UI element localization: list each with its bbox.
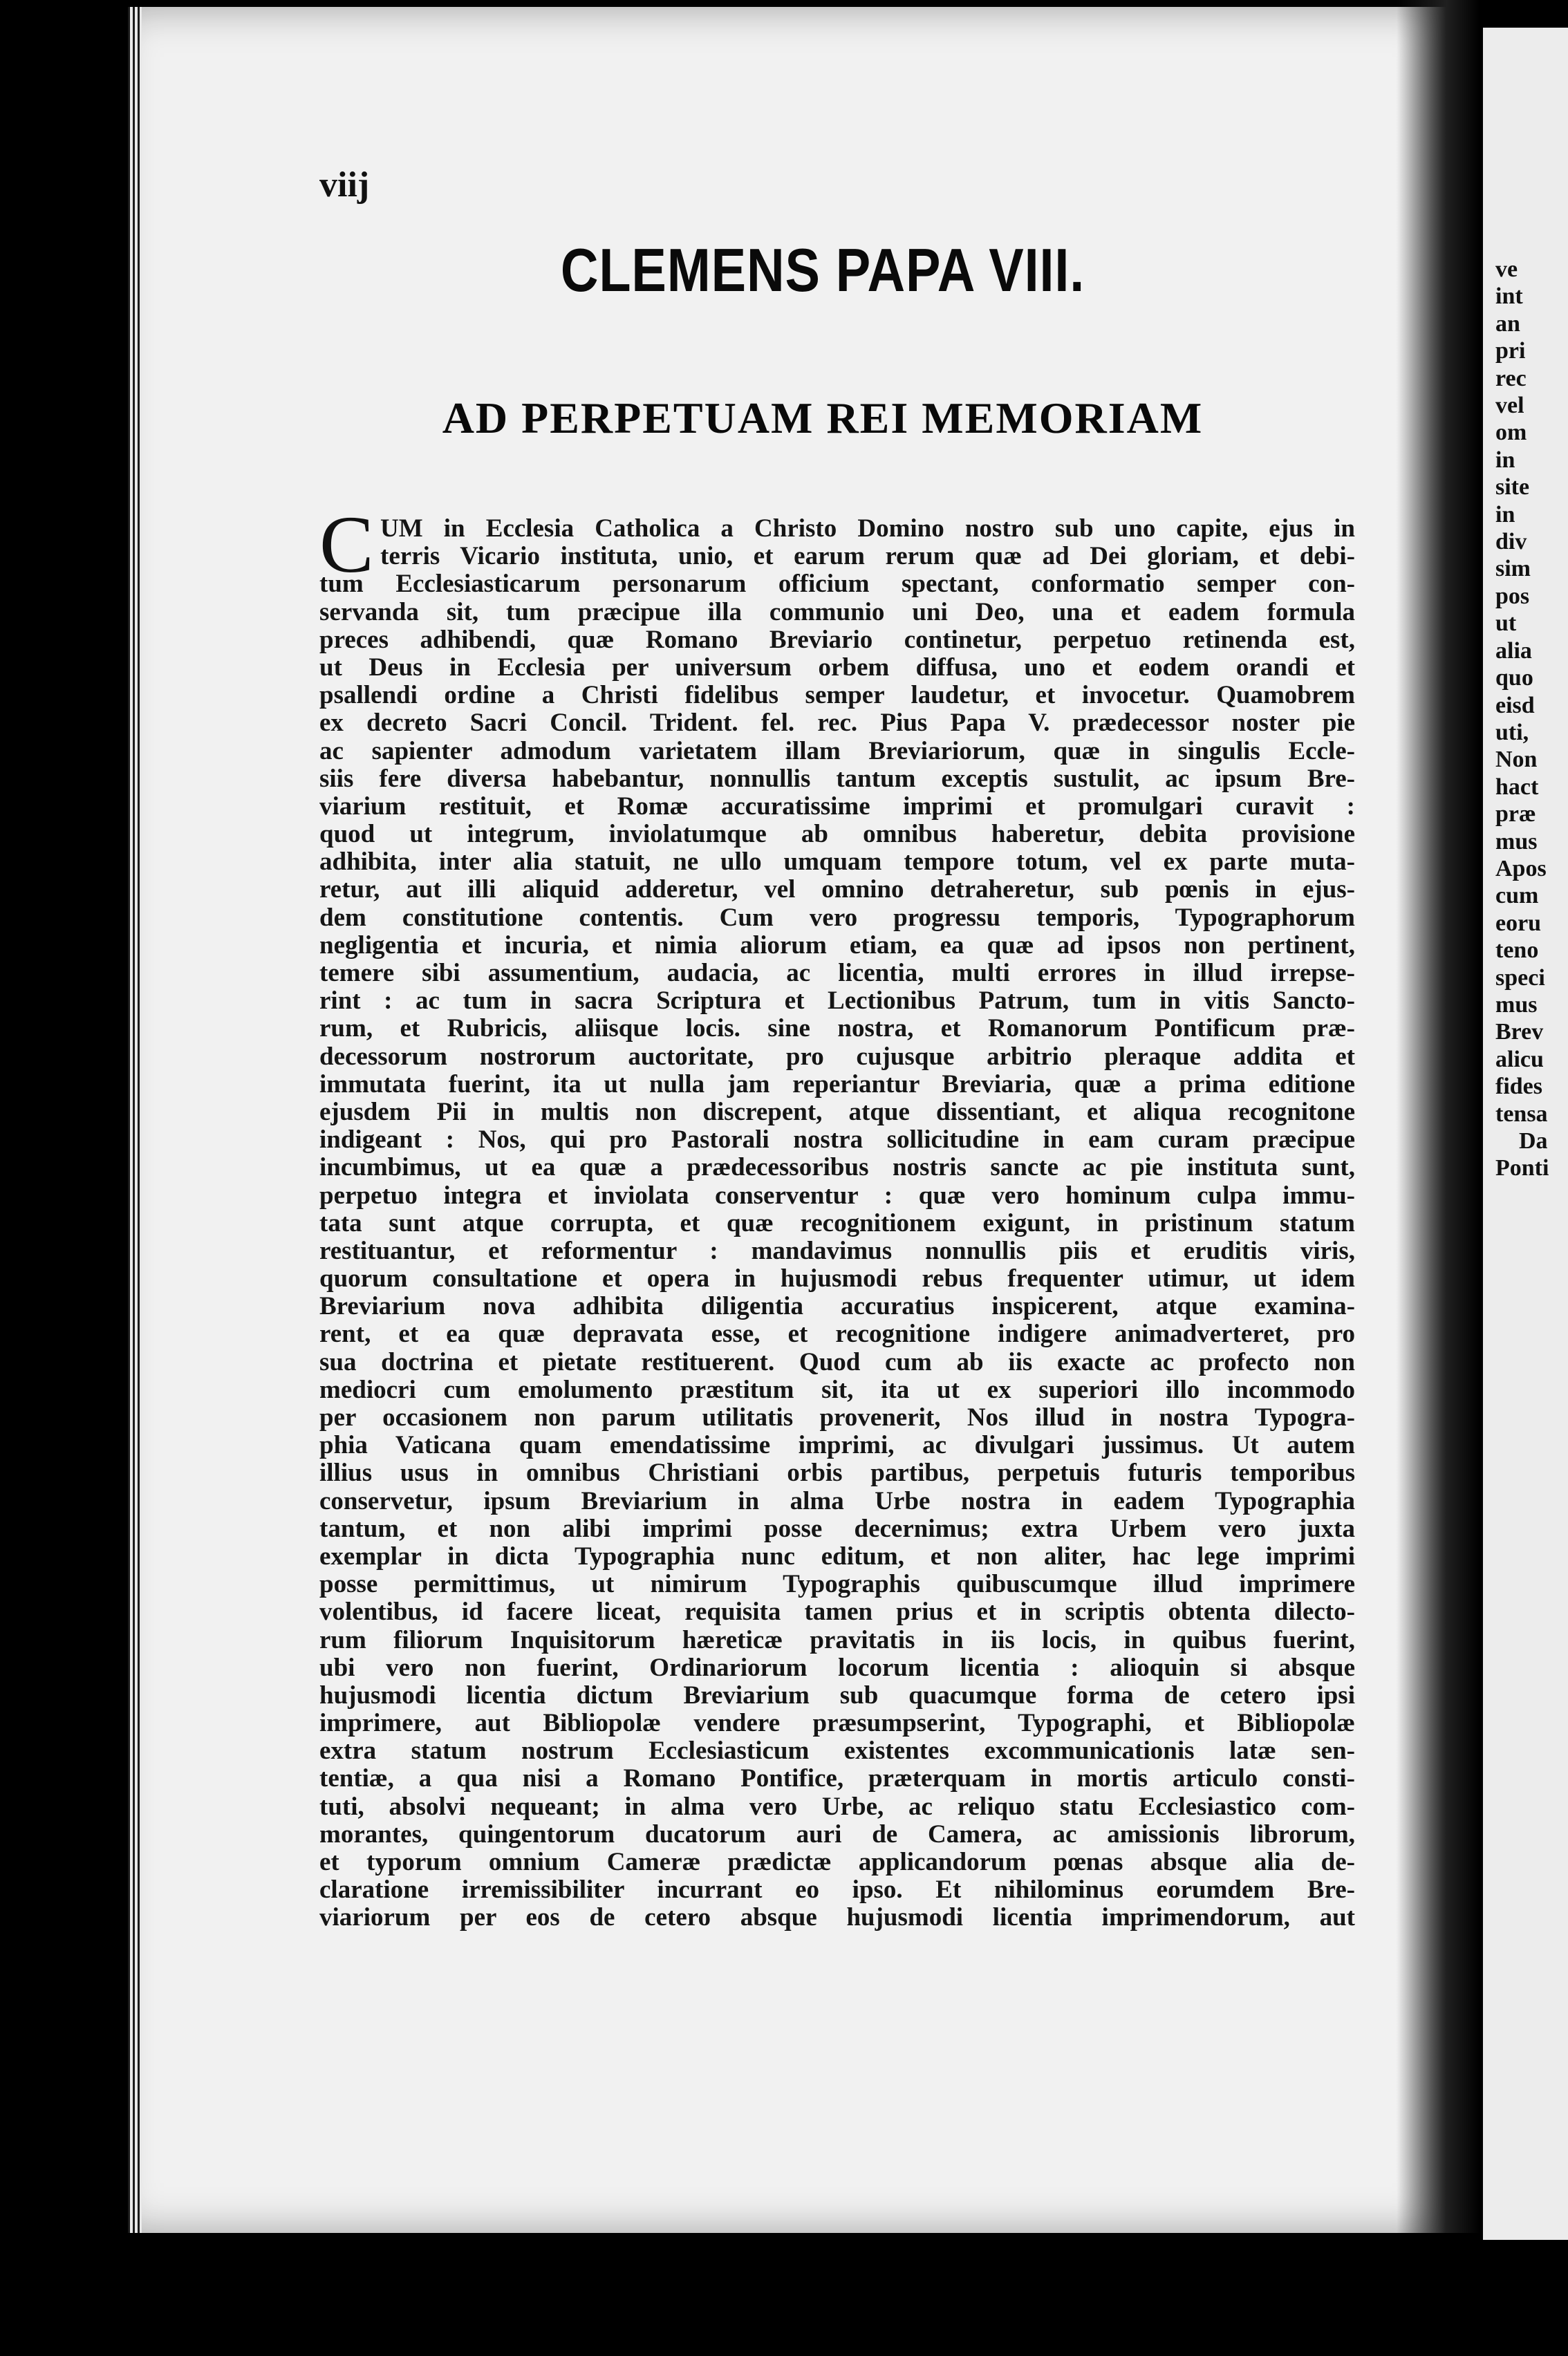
facing-page-line-fragment: Da [1519, 1128, 1548, 1154]
text-line: ubi vero non fuerint, Ordinariorum locorum licentia : alioquin si absque [319, 1654, 1355, 1682]
facing-page-line-fragment: Ponti [1495, 1155, 1549, 1181]
text-line: rint : ac tum in sacra Scriptura et Lectionibus Patrum, tum in vitis Sancto- [319, 987, 1355, 1016]
text-line: rent, et ea quæ depravata esse, et recognitione indigere animadverteret, pro [319, 1320, 1355, 1349]
text-line: sua doctrina et pietate restituerent. Quod cum ab iis exacte ac profecto non [319, 1348, 1355, 1376]
facing-page-line-fragment: in [1495, 447, 1515, 473]
facing-page-line-fragment: vel [1495, 393, 1524, 419]
page-subtitle: AD PERPETUAM REI MEMORIAM [442, 393, 1204, 442]
facing-page-line-fragment: eisd [1495, 692, 1535, 718]
text-line: UM in Ecclesia Catholica a Christo Domino nostro sub uno capite, ejus in [380, 515, 1355, 543]
facing-page-line-fragment: fides [1495, 1074, 1542, 1100]
facing-page-fragment [1483, 28, 1568, 2240]
text-line: volentibus, id facere liceat, requisita tamen prius et in scriptis obtenta dilecto- [319, 1598, 1355, 1627]
text-line: terris Vicario instituta, unio, et earum rerum quæ ad Dei gloriam, et debi- [380, 543, 1355, 571]
facing-page-line-fragment: sim [1495, 556, 1531, 582]
text-line: rum, et Rubricis, aliisque locis. sine nostra, et Romanorum Pontificum præ- [319, 1015, 1355, 1043]
facing-page-line-fragment: site [1495, 474, 1530, 501]
page-title: CLEMENS PAPA VIII. [560, 236, 1085, 304]
text-line: restituantur, et reformentur : mandavimus nonnullis piis et eruditis viris, [319, 1237, 1355, 1265]
text-line: viarium restituit, et Romæ accuratissime imprimi et promulgari curavit : [319, 792, 1355, 821]
facing-page-line-fragment: uti, [1495, 719, 1529, 745]
facing-page-line-fragment: alicu [1495, 1046, 1544, 1072]
text-line: tata sunt atque corrupta, et quæ recognitionem exigunt, in pristinum statum [319, 1209, 1355, 1237]
text-line: immutata fuerint, ita ut nulla jam reperiantur Breviaria, quæ a prima editione [319, 1070, 1355, 1098]
facing-page-line-fragment: speci [1495, 964, 1545, 991]
text-line: per occasionem non parum utilitatis provenerit, Nos illud in nostra Typogra- [319, 1404, 1355, 1432]
text-line: siis fere diversa habebantur, nonnullis tantum exceptis sustulit, ac ipsum Bre- [319, 765, 1355, 793]
text-line: perpetuo integra et inviolata conserventur : quæ vero hominum culpa immu- [319, 1181, 1355, 1210]
facing-page-line-fragment: ve [1495, 256, 1518, 282]
facing-page-line-fragment: in [1495, 501, 1515, 527]
facing-page-line-fragment: quo [1495, 665, 1533, 691]
text-line: tum Ecclesiasticarum personarum officium spectant, conformatio semper con- [319, 570, 1355, 599]
facing-page-line-fragment: Apos [1495, 855, 1547, 881]
facing-page-line-fragment: int [1495, 283, 1523, 310]
text-line: hujusmodi licentia dictum Breviarium sub quacumque forma de cetero ipsi [319, 1681, 1355, 1710]
text-line: ac sapienter admodum varietatem illam Breviariorum, quæ in singulis Eccle- [319, 737, 1355, 765]
text-line: preces adhibendi, quæ Romano Breviario continetur, perpetuo retinenda est, [319, 626, 1355, 654]
facing-page-line-fragment: hact [1495, 774, 1539, 800]
facing-page-line-fragment: rec [1495, 365, 1527, 391]
text-line: imprimere, aut Bibliopolæ vendere præsumpserint, Typographi, et Bibliopolæ [319, 1710, 1355, 1738]
drop-capital: C [319, 499, 374, 590]
facing-page-line-fragment: tensa [1495, 1101, 1548, 1127]
text-line: indigeant : Nos, qui pro Pastorali nostra sollicitudine in eam curam præcipue [319, 1126, 1355, 1154]
facing-page-text-column [1495, 256, 1568, 1182]
text-line: et typorum omnium Cameræ prædictæ applicandorum pœnas absque alia de- [319, 1849, 1355, 1876]
facing-page-line-fragment: teno [1495, 937, 1539, 964]
facing-page-line-fragment: om [1495, 420, 1527, 446]
text-line: ut Deus in Ecclesia per universum orbem diffusa, uno et eodem orandi et [319, 653, 1355, 682]
book-gutter-shadow [1397, 0, 1480, 2247]
text-line: adhibita, inter alia statuit, ne ullo umquam tempore totum, vel ex parte muta- [319, 848, 1355, 877]
text-line: psallendi ordine a Christi fidelibus semper laudetur, et invocetur. Quamobrem [319, 682, 1355, 710]
text-line: decessorum nostrorum auctoritate, pro cujusque arbitrio pleraque addita et [319, 1043, 1355, 1071]
text-line: quod ut integrum, inviolatumque ab omnibus haberetur, debita provisione [319, 821, 1355, 849]
text-line: ejusdem Pii in multis non discrepent, atque dissentiant, et aliqua recognitone [319, 1098, 1355, 1126]
text-line: illius usus in omnibus Christiani orbis partibus, perpetuis futuris temporibus [319, 1459, 1355, 1488]
facing-page-line-fragment: eoru [1495, 910, 1542, 936]
facing-page-line-fragment: div [1495, 529, 1527, 555]
text-line: temere sibi assumentium, audacia, ac licentia, multi errores in illud irrepse- [319, 960, 1355, 987]
facing-page-line-fragment: Brev [1495, 1019, 1544, 1045]
page-number: viij [319, 165, 370, 205]
facing-page-line-fragment: an [1495, 310, 1520, 337]
text-line: negligentia et incuria, et nimia aliorum etiam, ea quæ ad ipsos non pertinent, [319, 931, 1355, 960]
text-line: claratione irremissibiliter incurrant eo ipso. Et nihilominus eorumdem Bre- [319, 1876, 1355, 1905]
text-line: tentiæ, a qua nisi a Romano Pontifice, præterquam in mortis articulo consti- [319, 1765, 1355, 1793]
text-line: Breviarium nova adhibita diligentia accuratius inspicerent, atque examina- [319, 1293, 1355, 1321]
text-line: ex decreto Sacri Concil. Trident. fel. rec. Pius Papa V. prædecessor noster pie [319, 709, 1355, 738]
text-line: retur, aut illi aliquid adderetur, vel omnino detraheretur, sub pœnis in ejus- [319, 876, 1355, 904]
text-line: quorum consultatione et opera in hujusmodi rebus frequenter utimur, ut idem [319, 1265, 1355, 1293]
text-line: tantum, et non alibi imprimi posse decernimus; extra Urbem vero juxta [319, 1515, 1355, 1543]
facing-page-line-fragment: mus [1495, 991, 1538, 1018]
facing-page-line-fragment: præ [1495, 801, 1536, 828]
facing-page-line-fragment: alia [1495, 637, 1532, 664]
text-line: morantes, quingentorum ducatorum auri de Camera, ac amissionis librorum, [319, 1820, 1355, 1849]
facing-page-line-fragment: ut [1495, 610, 1517, 637]
body-text [319, 515, 1355, 1932]
text-line: phia Vaticana quam emendatissime imprimi, ac divulgari jussimus. Ut autem [319, 1432, 1355, 1460]
text-line: servanda sit, tum præcipue illa communio uni Deo, una et eadem formula [319, 598, 1355, 626]
text-line: posse permittimus, ut nimirum Typographis quibuscumque illud imprimere [319, 1571, 1355, 1599]
scan-border [142, 2233, 1483, 2356]
text-line: conservetur, ipsum Breviarium in alma Urbe nostra in eadem Typographia [319, 1487, 1355, 1515]
facing-page-line-fragment: pri [1495, 338, 1526, 364]
text-line: dem constitutione contentis. Cum vero progressu temporis, Typographorum [319, 904, 1355, 932]
facing-page-line-fragment: Non [1495, 747, 1538, 773]
text-line: extra statum nostrum Ecclesiasticum existentes excommunicationis latæ sen- [319, 1737, 1355, 1766]
text-line: mediocri cum emolumento præstitum sit, ita ut ex superiori illo incommodo [319, 1376, 1355, 1404]
text-line: exemplar in dicta Typographia nunc editum, et non aliter, hac lege imprimi [319, 1542, 1355, 1571]
text-line: viariorum per eos de cetero absque hujusmodi licentia imprimendorum, aut [319, 1904, 1355, 1932]
facing-page-line-fragment: mus [1495, 828, 1538, 854]
text-line: tuti, absolvi nequeant; in alma vero Urbe, ac reliquo statu Ecclesiastico com- [319, 1793, 1355, 1821]
facing-page-line-fragment: pos [1495, 583, 1530, 609]
text-line: rum filiorum Inquisitorum hæreticæ pravitatis in iis locis, in quibus fuerint, [319, 1626, 1355, 1654]
facing-page-line-fragment: cum [1495, 883, 1539, 909]
text-line: incumbimus, ut ea quæ a prædecessoribus nostris sancte ac pie instituta sunt, [319, 1154, 1355, 1182]
